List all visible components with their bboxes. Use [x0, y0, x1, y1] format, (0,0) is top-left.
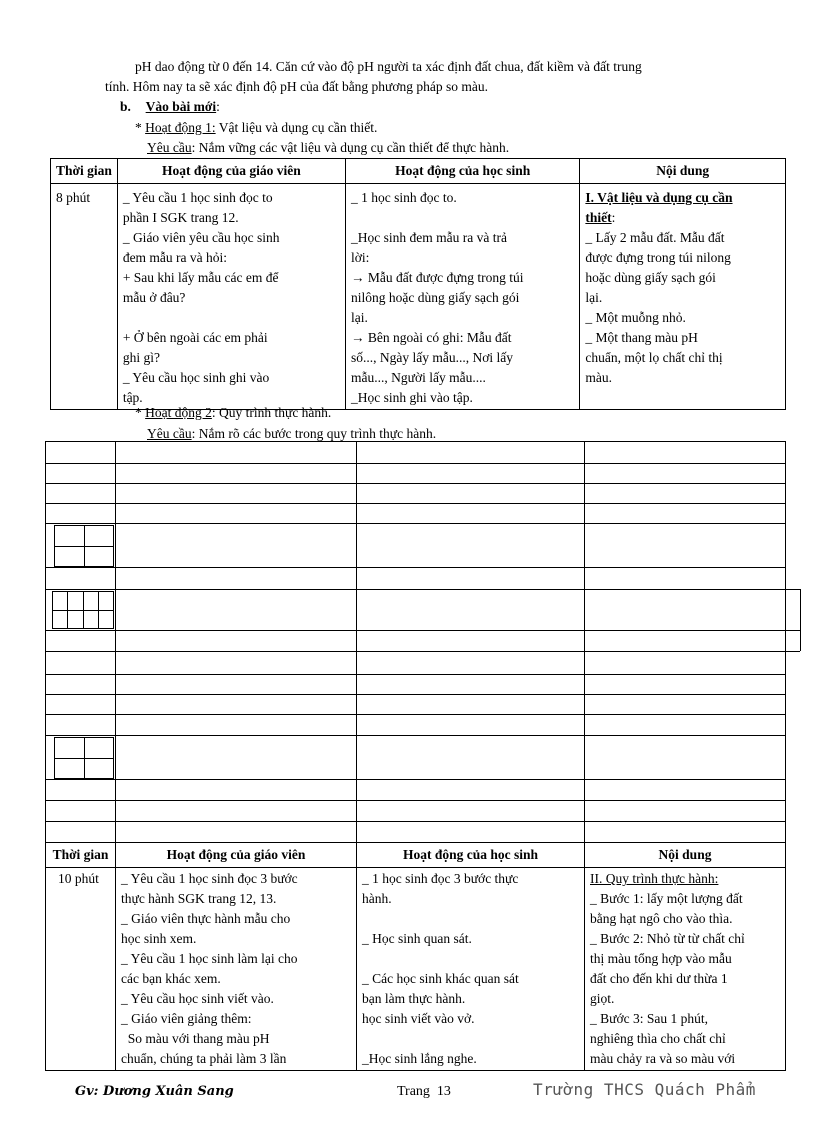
activity-1-heading [135, 118, 377, 138]
header-teacher: Hoạt động của giáo viên [117, 159, 345, 184]
activity-1-star: * [135, 120, 146, 135]
list-item: học sinh viết vào vở. [362, 1011, 475, 1026]
list-item: hành. [362, 891, 392, 906]
section-b-colon: : [216, 99, 220, 114]
mini-grid [54, 525, 114, 567]
list-item: ghi gì? [122, 350, 160, 365]
list-item: + Ở bên ngoài các em phải [122, 330, 268, 345]
header-time: Thời gian [51, 159, 118, 184]
footer-page-number: Trang 13 [397, 1084, 451, 1099]
list-item: đất cho đến khi dư thừa 1 [590, 971, 728, 986]
content-title-line-1: I. Vật liệu và dụng cụ cần [585, 190, 733, 205]
activity-2-heading [135, 403, 331, 423]
list-item: → Mẫu đất được đựng trong túi [351, 270, 524, 285]
list-item [362, 1029, 579, 1049]
header-time: Thời gian [46, 843, 116, 868]
list-item: _ Bước 1: lấy một lượng đất [590, 891, 743, 906]
list-item [362, 909, 579, 929]
activity-1-req-label: Yêu cầu [147, 140, 192, 155]
activity-2-req-text: : Nắm rõ các bước trong quy trình thực hành. [191, 426, 437, 441]
header-content: Nội dung [580, 159, 786, 184]
list-item: số..., Ngày lấy mẫu..., Nơi lấy [351, 350, 514, 365]
list-item: được đựng trong túi nilong [585, 250, 731, 265]
list-item: chuẩn, chúng ta phải làm 3 lần [121, 1051, 287, 1066]
time-cell: 8 phút [51, 184, 118, 410]
activity-2-table [45, 842, 786, 1071]
list-item: So màu với thang màu pH [121, 1031, 270, 1046]
activity-1-requirement [147, 138, 509, 158]
list-item: học sinh xem. [121, 931, 197, 946]
list-item: lại. [351, 310, 368, 325]
activity-2-req-label: Yêu cầu [147, 426, 192, 441]
intro-paragraph [105, 57, 775, 97]
content-cell [580, 184, 786, 410]
activity-2-label: Hoạt động 2 [145, 405, 212, 420]
list-item: _ Một thang màu pH [585, 330, 698, 345]
mini-grid [52, 591, 114, 629]
list-item: _Học sinh đem mẫu ra và trả [351, 230, 507, 245]
list-item: _ Yêu cầu 1 học sinh làm lại cho [121, 951, 298, 966]
list-item: _ Lấy 2 mẫu đất. Mẫu đất [585, 230, 725, 245]
activity-1-req-text: : Nắm vững các vật liệu và dụng cụ cần thiết để thực hành. [191, 140, 510, 155]
list-item: _ Yêu cầu học sinh viết vào. [121, 991, 274, 1006]
intro-line-1: pH dao động từ 0 đến 14. Căn cứ vào độ pH người ta xác định đất chua, đất kiềm và đất trung [135, 59, 642, 74]
list-item [123, 308, 340, 328]
list-item: _ Yêu cầu 1 học sinh đọc to [122, 190, 273, 205]
table-header-row [51, 159, 786, 184]
list-item: _ Các học sinh khác quan sát [362, 971, 519, 986]
list-item: _ Giáo viên thực hành mẫu cho [121, 911, 291, 926]
list-item: lời: [351, 250, 370, 265]
table-header-row [46, 843, 786, 868]
activity-2-star: * [135, 405, 146, 420]
list-item: đem mẫu ra và hỏi: [122, 250, 228, 265]
activity-2-title: : Quy trình thực hành. [211, 405, 332, 420]
list-item: _ Một muỗng nhỏ. [585, 310, 686, 325]
list-item: thực hành SGK trang 12, 13. [121, 891, 277, 906]
list-item: _Học sinh ghi vào tập. [351, 390, 473, 405]
list-item [362, 949, 579, 969]
list-item: _ Giáo viên giảng thêm: [121, 1011, 252, 1026]
activity-1-table [50, 158, 786, 410]
list-item [351, 208, 574, 228]
list-item: hoặc dùng giấy sạch gói [585, 270, 716, 285]
content-title: II. Quy trình thực hành: [590, 871, 719, 886]
list-item: _ Bước 3: Sau 1 phút, [590, 1011, 708, 1026]
content-title-line-2: thiết [585, 210, 612, 225]
header-teacher: Hoạt động của giáo viên [116, 843, 357, 868]
list-item: phần I SGK trang 12. [122, 210, 239, 225]
teacher-cell [116, 868, 357, 1071]
list-item: _ Bước 2: Nhỏ từ từ chất chỉ [590, 931, 745, 946]
list-item: giọt. [590, 991, 615, 1006]
list-item: _ Yêu cầu 1 học sinh đọc 3 bước [121, 871, 298, 886]
header-student: Hoạt động của học sinh [346, 159, 580, 184]
content-cell [585, 868, 786, 1071]
table-row [46, 868, 786, 1071]
section-b-heading [120, 97, 220, 117]
list-item: bạn làm thực hành. [362, 991, 466, 1006]
section-b-number: b. [120, 99, 131, 114]
list-item: _ Yêu cầu học sinh ghi vào [122, 370, 270, 385]
list-item: nilông hoặc dùng giấy sạch gói [351, 290, 520, 305]
content-title-colon: : [611, 210, 616, 225]
list-item: nghiêng thìa cho chất chỉ [590, 1031, 726, 1046]
header-student: Hoạt động của học sinh [357, 843, 585, 868]
student-cell [357, 868, 585, 1071]
list-item: _ 1 học sinh đọc to. [351, 190, 457, 205]
time-cell: 10 phút [46, 868, 116, 1071]
list-item: _ Học sinh quan sát. [362, 931, 472, 946]
footer-school: Trường THCS Quách Phẩm [533, 1080, 756, 1099]
list-item: màu. [585, 370, 613, 385]
mini-grid [54, 737, 114, 779]
list-item: → Bên ngoài có ghi: Mẫu đất [351, 330, 512, 345]
list-item: các bạn khác xem. [121, 971, 221, 986]
footer-author: Gv: Dương Xuân Sang [75, 1084, 234, 1099]
intro-line-2: tính. Hôm nay ta sẽ xác định độ pH của đất bằng phương pháp so màu. [105, 79, 489, 94]
list-item: + Sau khi lấy mẫu các em để [122, 270, 279, 285]
header-content: Nội dung [585, 843, 786, 868]
table-row [51, 184, 786, 410]
list-item: chuẩn, một lọ chất chỉ thị [585, 350, 723, 365]
list-item: mẫu ở đâu? [122, 290, 186, 305]
list-item: mẫu..., Người lấy mẫu.... [351, 370, 486, 385]
list-item: lại. [585, 290, 603, 305]
student-cell [346, 184, 580, 410]
list-item: tập. [122, 390, 143, 405]
list-item: thị màu tổng hợp vào mẫu [590, 951, 732, 966]
list-item: _Học sinh lắng nghe. [362, 1051, 477, 1066]
list-item: _ Giáo viên yêu cầu học sinh [122, 230, 280, 245]
teacher-cell [117, 184, 345, 410]
activity-1-title: Vật liệu và dụng cụ cần thiết. [215, 120, 378, 135]
section-b-title: Vào bài mới [145, 99, 217, 114]
activity-1-label: Hoạt động 1: [145, 120, 216, 135]
list-item: _ 1 học sinh đọc 3 bước thực [362, 871, 519, 886]
list-item: màu chảy ra và so màu với [590, 1051, 736, 1066]
list-item: bằng hạt ngô cho vào thìa. [590, 911, 733, 926]
